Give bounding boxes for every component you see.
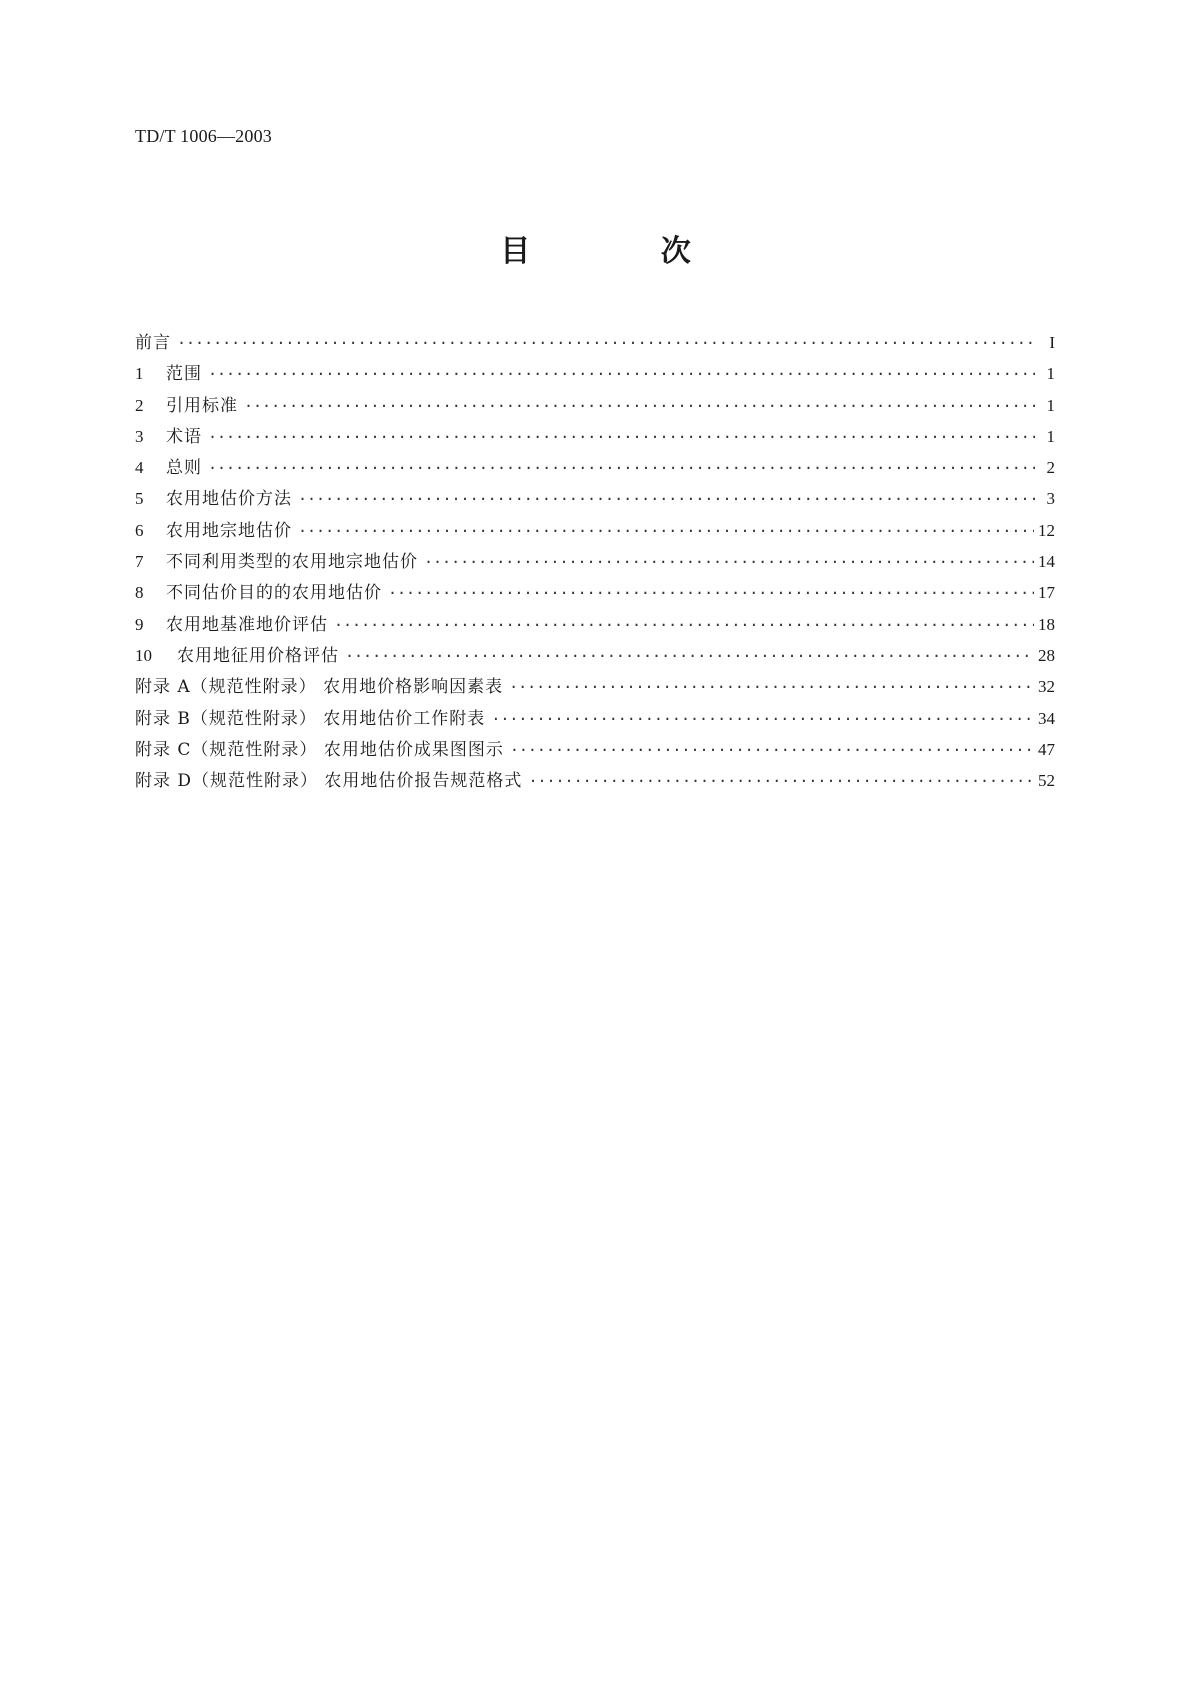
toc-dot-leader — [208, 364, 1035, 384]
toc-entry-3[interactable] — [135, 422, 1055, 453]
toc-title: 目 次 — [500, 234, 751, 269]
toc-entry-page: 2 — [1046, 458, 1055, 478]
toc-entry-label: 不同利用类型的农用地宗地估价 — [166, 552, 418, 573]
toc-entry-page: 28 — [1038, 645, 1055, 665]
toc-entry-appendix-c[interactable] — [135, 735, 1055, 766]
toc-entry-page: 1 — [1046, 364, 1055, 384]
toc-entry-label: 附录 C（规范性附录） 农用地估价成果图图示 — [135, 739, 504, 760]
toc-entry-9[interactable] — [135, 610, 1055, 641]
toc-dot-leader — [509, 677, 1034, 697]
toc-entry-page: 52 — [1038, 771, 1055, 791]
toc-entry-number: 5 — [135, 489, 144, 509]
toc-entry-10[interactable] — [135, 641, 1055, 672]
toc-entry-number: 2 — [135, 395, 144, 415]
toc-entry-number: 10 — [135, 645, 152, 665]
document-code: TD/T 1006—2003 — [135, 126, 272, 146]
toc-entry-number: 1 — [135, 364, 144, 384]
toc-entry-page: 18 — [1038, 614, 1055, 634]
toc-dot-leader — [208, 427, 1035, 447]
toc-entry-label: 引用标准 — [166, 395, 238, 416]
toc-dot-leader — [528, 771, 1034, 791]
toc-dot-leader — [334, 615, 1034, 635]
toc-dot-leader — [298, 521, 1034, 541]
toc-entry-label: 范围 — [166, 364, 202, 385]
toc-entry-appendix-a[interactable] — [135, 672, 1055, 703]
toc-entry-label: 农用地基准地价评估 — [166, 614, 328, 635]
toc-entry-page: I — [1049, 333, 1055, 352]
toc-entry-page: 3 — [1046, 489, 1055, 509]
toc-entry-page: 47 — [1038, 739, 1055, 759]
toc-entry-label: 附录 D（规范性附录） 农用地估价报告规范格式 — [135, 771, 523, 792]
toc-entry-label: 附录 B（规范性附录） 农用地估价工作附表 — [135, 708, 486, 729]
toc-dot-leader — [345, 646, 1034, 666]
toc-entry-6[interactable] — [135, 516, 1055, 547]
toc-entry-label: 不同估价目的的农用地估价 — [166, 583, 382, 604]
toc-dot-leader — [298, 489, 1035, 509]
toc-entry-number: 4 — [135, 458, 144, 478]
toc-dot-leader — [177, 333, 1035, 353]
toc-entry-page: 14 — [1038, 552, 1055, 572]
toc-dot-leader — [244, 396, 1035, 416]
toc-entry-page: 34 — [1038, 708, 1055, 728]
toc-entry-label: 总则 — [166, 458, 202, 479]
toc-entry-page: 32 — [1038, 677, 1055, 697]
toc-entry-page: 12 — [1038, 520, 1055, 540]
toc-entry-appendix-d[interactable] — [135, 766, 1055, 797]
toc-entry-number: 7 — [135, 552, 144, 572]
toc-entry-page: 1 — [1046, 426, 1055, 446]
toc-dot-leader — [491, 709, 1034, 729]
toc-dot-leader — [510, 740, 1034, 760]
toc-entry-4[interactable] — [135, 453, 1055, 484]
toc-entry-label: 术语 — [166, 426, 202, 447]
toc-entry-label: 农用地宗地估价 — [166, 520, 292, 541]
toc-entry-label: 附录 A（规范性附录） 农用地价格影响因素表 — [135, 677, 504, 698]
toc-entry-label: 农用地征用价格评估 — [177, 645, 339, 666]
toc-entry-7[interactable] — [135, 547, 1055, 578]
toc-entry-2[interactable] — [135, 391, 1055, 422]
toc-entry-1[interactable] — [135, 359, 1055, 390]
toc-entry-label: 前言 — [135, 333, 171, 353]
toc-entry-label: 农用地估价方法 — [166, 489, 292, 510]
toc-entry-number: 9 — [135, 614, 144, 634]
toc-entry-number: 3 — [135, 426, 144, 446]
toc-entry-appendix-b[interactable] — [135, 704, 1055, 735]
toc-entry-8[interactable] — [135, 578, 1055, 609]
toc-entry-page: 1 — [1046, 395, 1055, 415]
toc-entry-number: 8 — [135, 583, 144, 603]
toc-dot-leader — [388, 583, 1034, 603]
table-of-contents — [135, 328, 1055, 797]
toc-entry-page: 17 — [1038, 583, 1055, 603]
toc-entry-number: 6 — [135, 520, 144, 540]
toc-dot-leader — [208, 458, 1035, 478]
toc-entry-5[interactable] — [135, 484, 1055, 515]
toc-entry-foreword[interactable] — [135, 328, 1055, 359]
toc-dot-leader — [424, 552, 1034, 572]
